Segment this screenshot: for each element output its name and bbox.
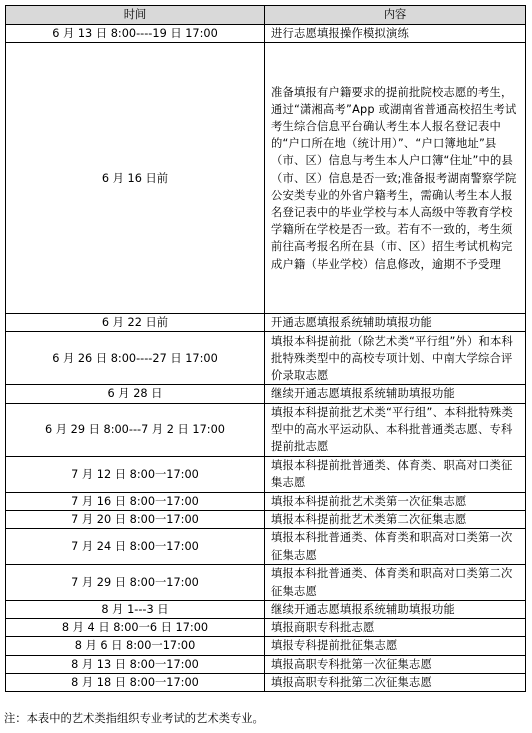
row-content: 填报本科提前批艺术类第二次征集志愿 [265, 510, 526, 528]
header-time: 时间 [6, 6, 265, 25]
row-content: 填报专科提前批征集志愿 [265, 637, 526, 655]
table-row [6, 565, 526, 601]
row-content: 填报本科批普通类、体育类和职高对口类第一次征集志愿 [265, 529, 526, 565]
row-content: 准备填报有户籍要求的提前批院校志愿的考生，通过“潇湘高考”App 或湖南省普通高校招生考试考生综合信息平台确认考生本人报名登记表中的“户口所在地（统计用）”、“户口簿地址”县（市、区）信息与考生本人户口簿“住址”中的县（市、区）信息是否一致;准备报考湖南警察学院公安类专业的外省户籍考生，需确认考生本人报名登记表中的毕业学校与本人高级中等教育学校学籍所在学校是否一致。若有不一致的，考生须前往高考报名所在县（市、区）招生考试机构完成户籍（毕业学校）信息修改，逾期不予受理 [265, 43, 526, 314]
row-time: 8 月 13 日 8:00一17:00 [6, 655, 265, 673]
table-row [6, 43, 526, 314]
row-time: 7 月 24 日 8:00一17:00 [6, 529, 265, 565]
row-content: 填报本科提前批艺术类第一次征集志愿 [265, 492, 526, 510]
row-content: 继续开通志愿填报系统辅助填报功能 [265, 385, 526, 403]
table-row [6, 332, 526, 385]
table-row [6, 492, 526, 510]
table-row [6, 385, 526, 403]
schedule-table [5, 5, 526, 692]
row-time: 8 月 4 日 8:00一6 日 17:00 [6, 619, 265, 637]
table-row [6, 655, 526, 673]
table-row [6, 510, 526, 528]
header-content: 内容 [265, 6, 526, 25]
row-content: 继续开通志愿填报系统辅助填报功能 [265, 601, 526, 619]
row-time: 6 月 28 日 [6, 385, 265, 403]
row-time: 8 月 18 日 8:00一17:00 [6, 673, 265, 691]
table-row [6, 619, 526, 637]
row-content: 填报本科提前批艺术类“平行组”、本科批特殊类型中的高水平运动队、本科批普通类志愿、专科提前批志愿 [265, 403, 526, 456]
row-content: 填报商职专科批志愿 [265, 619, 526, 637]
row-content: 填报本科提前批（除艺术类“平行组”外）和本科批特殊类型中的高校专项计划、中南大学综合评价录取志愿 [265, 332, 526, 385]
row-time: 7 月 20 日 8:00一17:00 [6, 510, 265, 528]
table-row [6, 637, 526, 655]
row-time: 8 月 6 日 8:00一17:00 [6, 637, 265, 655]
table-row [6, 601, 526, 619]
table-footnote: 注：本表中的艺术类指组织专业考试的艺术类专业。 [4, 712, 264, 725]
row-content: 填报本科批普通类、体育类和职高对口类第二次征集志愿 [265, 565, 526, 601]
row-time: 6 月 13 日 8:00----19 日 17:00 [6, 25, 265, 43]
header-row [6, 6, 526, 25]
table-row [6, 456, 526, 492]
row-time: 7 月 12 日 8:00一17:00 [6, 456, 265, 492]
row-content: 填报高职专科批第一次征集志愿 [265, 655, 526, 673]
row-time: 6 月 29 日 8:00---7 月 2 日 17:00 [6, 403, 265, 456]
table-row [6, 529, 526, 565]
table-row [6, 673, 526, 691]
row-content: 填报高职专科批第二次征集志愿 [265, 673, 526, 691]
row-time: 6 月 22 日前 [6, 314, 265, 332]
table-row [6, 25, 526, 43]
row-content: 进行志愿填报操作模拟演练 [265, 25, 526, 43]
table-row [6, 314, 526, 332]
row-time: 6 月 16 日前 [6, 43, 265, 314]
table-row [6, 403, 526, 456]
row-time: 7 月 16 日 8:00一17:00 [6, 492, 265, 510]
row-time: 6 月 26 日 8:00----27 日 17:00 [6, 332, 265, 385]
row-time: 7 月 29 日 8:00一17:00 [6, 565, 265, 601]
row-time: 8 月 1---3 日 [6, 601, 265, 619]
row-content: 开通志愿填报系统辅助填报功能 [265, 314, 526, 332]
row-content: 填报本科提前批普通类、体育类、职高对口类征集志愿 [265, 456, 526, 492]
